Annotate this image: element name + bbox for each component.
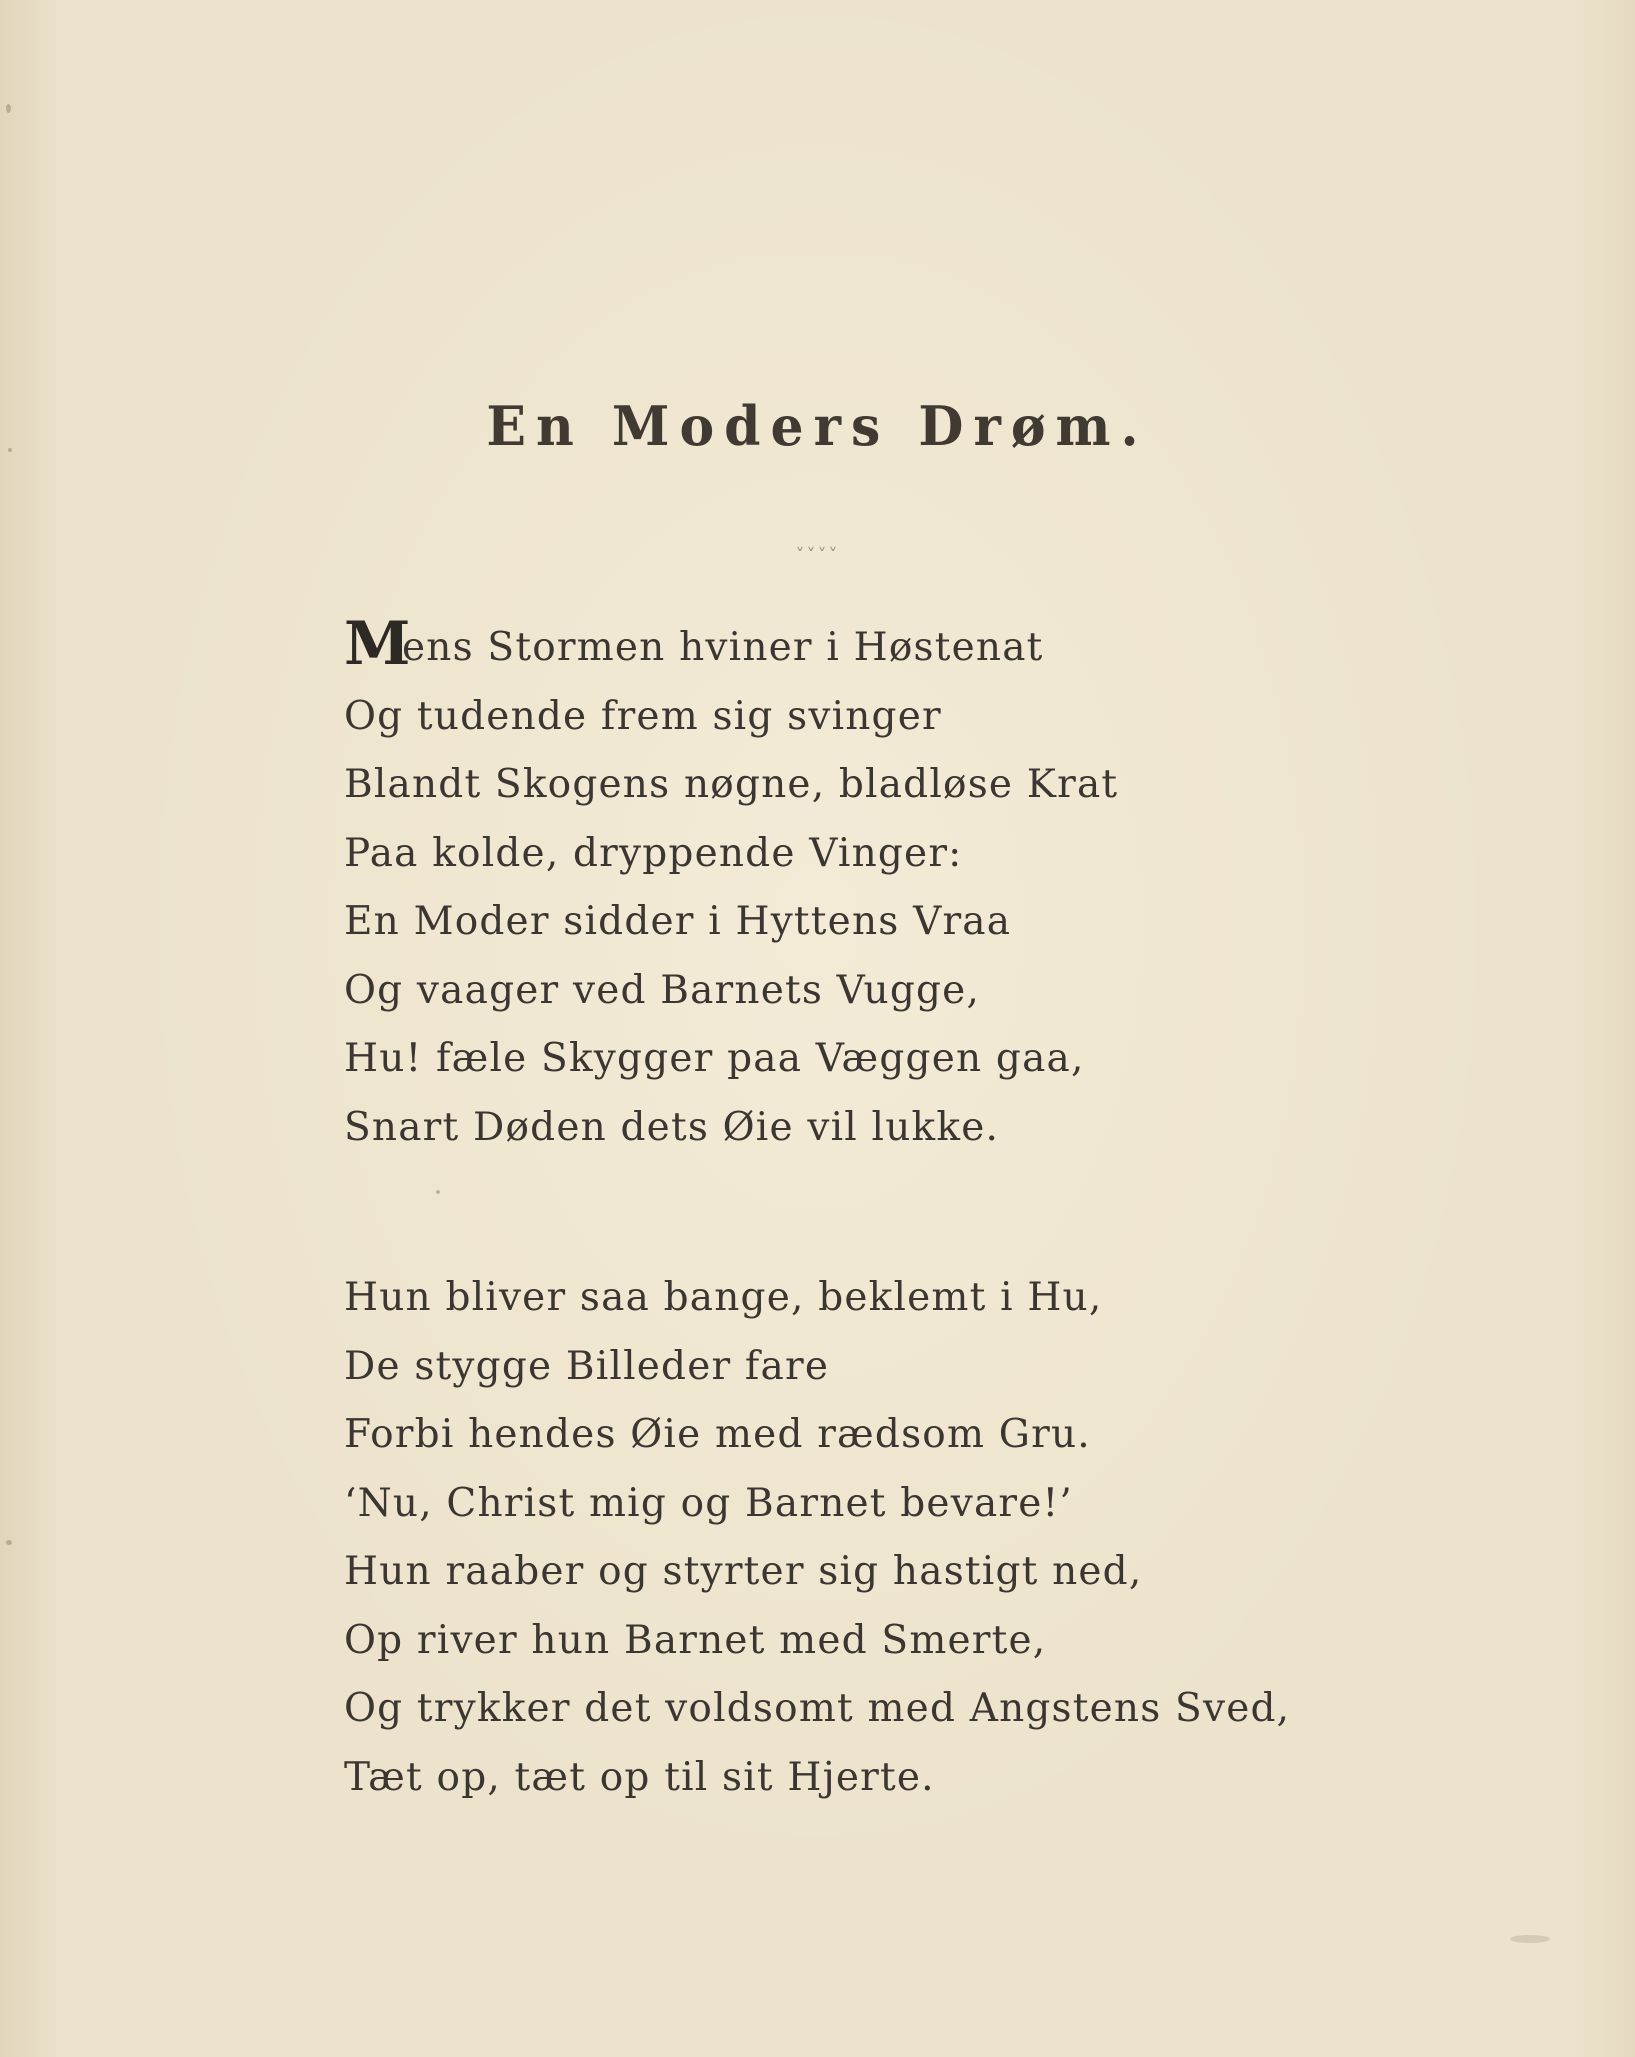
verse-line: Og trykker det voldsomt med Angstens Sved,: [344, 1686, 1291, 1731]
paper-speck: [6, 1540, 12, 1545]
verse-line: [344, 609, 1344, 683]
drop-cap: M: [344, 609, 412, 679]
title-ornament: ˬˬˬˬ: [795, 530, 840, 551]
verse-line: Hun bliver saa bange, beklemt i Hu,: [344, 1275, 1103, 1320]
paper-speck: [436, 1190, 440, 1194]
verse-line: Og vaager ved Barnets Vugge,: [344, 967, 981, 1013]
verse-line-text: ens Stormen hviner i Høstenat: [402, 625, 1044, 670]
verse-line: De stygge Billeder fare: [344, 1343, 830, 1389]
verse-line: Blandt Skogens nøgne, bladløse Krat: [344, 762, 1119, 807]
verse-line: ‘Nu, Christ mig og Barnet bevare!’: [344, 1480, 1073, 1526]
verse-line: Og tudende frem sig svinger: [344, 693, 942, 739]
verse-line: Paa kolde, dryppende Vinger:: [344, 830, 963, 876]
verse-line: Op river hun Barnet med Smerte,: [344, 1617, 1047, 1663]
paper-speck: [1510, 1935, 1550, 1943]
verse-line: En Moder sidder i Hyttens Vraa: [344, 899, 1012, 944]
verse-line: Forbi hendes Øie med rædsom Gru.: [344, 1412, 1091, 1457]
verse-line: Hu! fæle Skygger paa Væggen gaa,: [344, 1036, 1085, 1081]
paper-speck: [6, 104, 11, 113]
stanza-1: [344, 609, 1344, 1162]
verse-line: Snart Døden dets Øie vil lukke.: [344, 1104, 1000, 1150]
poem-title: En Moders Drøm.: [486, 394, 1149, 459]
verse-line: Hun raaber og styrter sig hastigt ned,: [344, 1549, 1143, 1594]
stanza-2: [344, 1264, 1344, 1812]
verse-line: Tæt op, tæt op til sit Hjerte.: [344, 1754, 935, 1800]
paper-speck: [8, 448, 12, 452]
